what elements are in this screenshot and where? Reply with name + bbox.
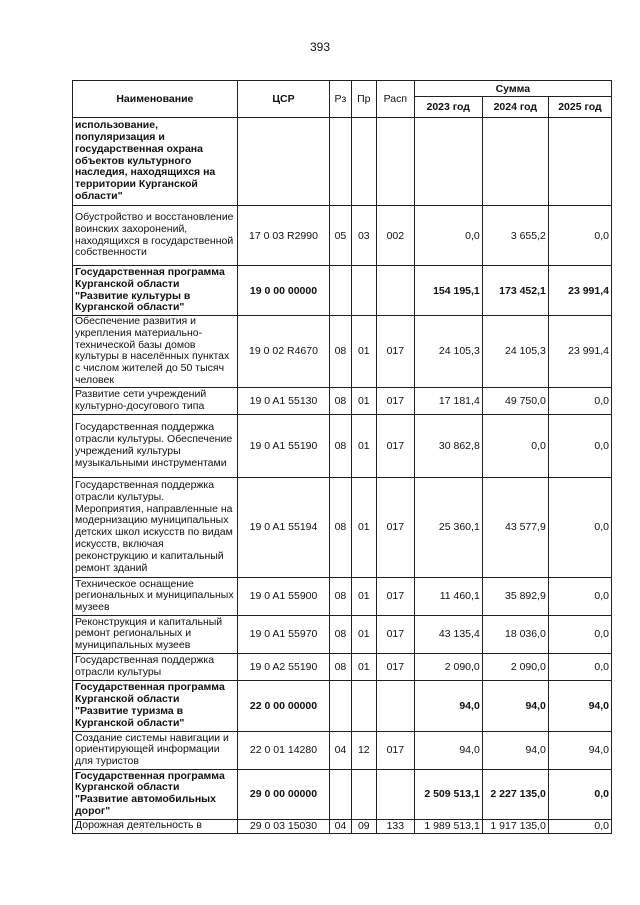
table-row bbox=[73, 266, 612, 316]
row-2024: 94,0 bbox=[482, 680, 548, 731]
row-rz: 08 bbox=[330, 577, 351, 615]
row-name: Государственная поддержка отрасли культуры. Обеспечение учреждений культуры музыкальными инструментами bbox=[73, 414, 238, 477]
header-sum: Сумма bbox=[414, 81, 611, 97]
row-rz bbox=[330, 118, 351, 206]
row-pr: 01 bbox=[351, 316, 376, 388]
row-2025: 0,0 bbox=[548, 769, 611, 819]
row-csr: 22 0 00 00000 bbox=[237, 680, 330, 731]
row-2024: 24 105,3 bbox=[482, 316, 548, 388]
row-2024: 2 090,0 bbox=[482, 653, 548, 680]
row-pr bbox=[351, 266, 376, 316]
header-rz: Рз bbox=[330, 81, 351, 118]
row-rz: 08 bbox=[330, 414, 351, 477]
row-pr: 01 bbox=[351, 387, 376, 414]
row-pr: 12 bbox=[351, 731, 376, 769]
page-number: 393 bbox=[309, 40, 331, 54]
row-name: Государственная программа Курганской области "Развитие культуры в Курганской области" bbox=[73, 266, 238, 316]
row-rasp: 017 bbox=[377, 316, 415, 388]
row-csr: 19 0 A1 55970 bbox=[237, 615, 330, 653]
row-pr bbox=[351, 118, 376, 206]
table-row bbox=[73, 653, 612, 680]
row-2025: 23 991,4 bbox=[548, 316, 611, 388]
row-2025: 0,0 bbox=[548, 206, 611, 266]
table-row bbox=[73, 414, 612, 477]
row-2025: 0,0 bbox=[548, 615, 611, 653]
row-rasp: 002 bbox=[377, 206, 415, 266]
table-row bbox=[73, 316, 612, 388]
row-pr: 09 bbox=[351, 819, 376, 833]
row-2024: 49 750,0 bbox=[482, 387, 548, 414]
header-name: Наименование bbox=[73, 81, 238, 118]
row-rasp bbox=[377, 118, 415, 206]
row-name: Обустройство и восстановление воинских захоронений, находящихся в государственной собственности bbox=[73, 206, 238, 266]
budget-table bbox=[72, 80, 612, 834]
table-row bbox=[73, 577, 612, 615]
row-pr: 01 bbox=[351, 653, 376, 680]
row-2025: 23 991,4 bbox=[548, 266, 611, 316]
row-2023: 154 195,1 bbox=[414, 266, 482, 316]
row-2023: 43 135,4 bbox=[414, 615, 482, 653]
row-2025: 94,0 bbox=[548, 731, 611, 769]
row-name: Дорожная деятельность в bbox=[73, 819, 238, 833]
row-rasp bbox=[377, 680, 415, 731]
row-name: Государственная поддержка отрасли культуры bbox=[73, 653, 238, 680]
row-2023: 2 090,0 bbox=[414, 653, 482, 680]
table-row bbox=[73, 387, 612, 414]
row-csr: 19 0 A1 55194 bbox=[237, 477, 330, 577]
header-2023: 2023 год bbox=[414, 97, 482, 118]
row-2025: 0,0 bbox=[548, 477, 611, 577]
row-rasp: 017 bbox=[377, 477, 415, 577]
row-rasp: 017 bbox=[377, 577, 415, 615]
row-2023: 17 181,4 bbox=[414, 387, 482, 414]
row-rz bbox=[330, 266, 351, 316]
row-2024: 43 577,9 bbox=[482, 477, 548, 577]
row-2025: 0,0 bbox=[548, 387, 611, 414]
row-2024: 0,0 bbox=[482, 414, 548, 477]
row-2024: 35 892,9 bbox=[482, 577, 548, 615]
row-name: Обеспечение развития и укрепления материально-технической базы домов культуры в населённых пунктах с числом жителей до 50 тысяч человек bbox=[73, 316, 238, 388]
row-csr: 19 0 A1 55190 bbox=[237, 414, 330, 477]
row-name: Создание системы навигации и ориентирующей информации для туристов bbox=[73, 731, 238, 769]
row-rz: 08 bbox=[330, 615, 351, 653]
row-rz: 08 bbox=[330, 477, 351, 577]
row-2024: 1 917 135,0 bbox=[482, 819, 548, 833]
row-2025: 0,0 bbox=[548, 414, 611, 477]
row-2023: 1 989 513,1 bbox=[414, 819, 482, 833]
header-2024: 2024 год bbox=[482, 97, 548, 118]
row-2024: 2 227 135,0 bbox=[482, 769, 548, 819]
row-rz: 04 bbox=[330, 731, 351, 769]
row-rz: 08 bbox=[330, 387, 351, 414]
table-row bbox=[73, 206, 612, 266]
row-2023: 25 360,1 bbox=[414, 477, 482, 577]
row-rasp: 017 bbox=[377, 387, 415, 414]
table-row bbox=[73, 769, 612, 819]
row-name: Развитие сети учреждений культурно-досугового типа bbox=[73, 387, 238, 414]
row-name: Государственная поддержка отрасли культуры. Мероприятия, направленные на модернизацию муниципальных детских школ искусств по видам искусств, включая реконструкцию и капитальный ремонт зданий bbox=[73, 477, 238, 577]
row-rasp: 017 bbox=[377, 653, 415, 680]
row-rz bbox=[330, 769, 351, 819]
row-2023: 24 105,3 bbox=[414, 316, 482, 388]
row-2023: 30 862,8 bbox=[414, 414, 482, 477]
row-2025: 0,0 bbox=[548, 653, 611, 680]
table-row bbox=[73, 615, 612, 653]
row-2023: 11 460,1 bbox=[414, 577, 482, 615]
table-row bbox=[73, 477, 612, 577]
row-csr: 19 0 A2 55190 bbox=[237, 653, 330, 680]
row-2024: 94,0 bbox=[482, 731, 548, 769]
row-pr: 01 bbox=[351, 577, 376, 615]
row-2025: 94,0 bbox=[548, 680, 611, 731]
row-rasp bbox=[377, 769, 415, 819]
row-rasp: 017 bbox=[377, 414, 415, 477]
row-2025: 0,0 bbox=[548, 577, 611, 615]
row-csr: 29 0 03 15030 bbox=[237, 819, 330, 833]
row-pr bbox=[351, 769, 376, 819]
row-csr: 29 0 00 00000 bbox=[237, 769, 330, 819]
row-name: Государственная программа Курганской области "Развитие автомобильных дорог" bbox=[73, 769, 238, 819]
row-pr: 01 bbox=[351, 414, 376, 477]
row-rz: 08 bbox=[330, 316, 351, 388]
row-rz bbox=[330, 680, 351, 731]
row-name: использование, популяризация и государственная охрана объектов культурного наследия, находящихся на территории Курганской области" bbox=[73, 118, 238, 206]
row-2023: 0,0 bbox=[414, 206, 482, 266]
row-name: Государственная программа Курганской области "Развитие туризма в Курганской области" bbox=[73, 680, 238, 731]
row-rasp: 017 bbox=[377, 731, 415, 769]
row-csr: 22 0 01 14280 bbox=[237, 731, 330, 769]
row-name: Техническое оснащение региональных и муниципальных музеев bbox=[73, 577, 238, 615]
row-name: Реконструкция и капитальный ремонт региональных и муниципальных музеев bbox=[73, 615, 238, 653]
row-csr: 19 0 02 R4670 bbox=[237, 316, 330, 388]
row-rasp: 133 bbox=[377, 819, 415, 833]
row-rasp bbox=[377, 266, 415, 316]
table-row bbox=[73, 731, 612, 769]
row-2024: 173 452,1 bbox=[482, 266, 548, 316]
row-rz: 05 bbox=[330, 206, 351, 266]
row-rz: 04 bbox=[330, 819, 351, 833]
row-2025: 0,0 bbox=[548, 819, 611, 833]
table-row bbox=[73, 118, 612, 206]
row-csr: 17 0 03 R2990 bbox=[237, 206, 330, 266]
row-pr: 01 bbox=[351, 615, 376, 653]
table-row bbox=[73, 680, 612, 731]
row-pr: 01 bbox=[351, 477, 376, 577]
header-2025: 2025 год bbox=[548, 97, 611, 118]
header-rasp: Расп bbox=[377, 81, 415, 118]
row-pr bbox=[351, 680, 376, 731]
header-pr: Пр bbox=[351, 81, 376, 118]
row-2023: 94,0 bbox=[414, 731, 482, 769]
header-csr: ЦСР bbox=[237, 81, 330, 118]
row-2023: 2 509 513,1 bbox=[414, 769, 482, 819]
row-rasp: 017 bbox=[377, 615, 415, 653]
row-csr: 19 0 A1 55900 bbox=[237, 577, 330, 615]
row-2023: 94,0 bbox=[414, 680, 482, 731]
table-row bbox=[73, 819, 612, 833]
row-2024: 18 036,0 bbox=[482, 615, 548, 653]
row-2024 bbox=[482, 118, 548, 206]
row-2023 bbox=[414, 118, 482, 206]
row-csr bbox=[237, 118, 330, 206]
row-csr: 19 0 00 00000 bbox=[237, 266, 330, 316]
row-pr: 03 bbox=[351, 206, 376, 266]
row-2024: 3 655,2 bbox=[482, 206, 548, 266]
row-rz: 08 bbox=[330, 653, 351, 680]
row-csr: 19 0 A1 55130 bbox=[237, 387, 330, 414]
row-2025 bbox=[548, 118, 611, 206]
